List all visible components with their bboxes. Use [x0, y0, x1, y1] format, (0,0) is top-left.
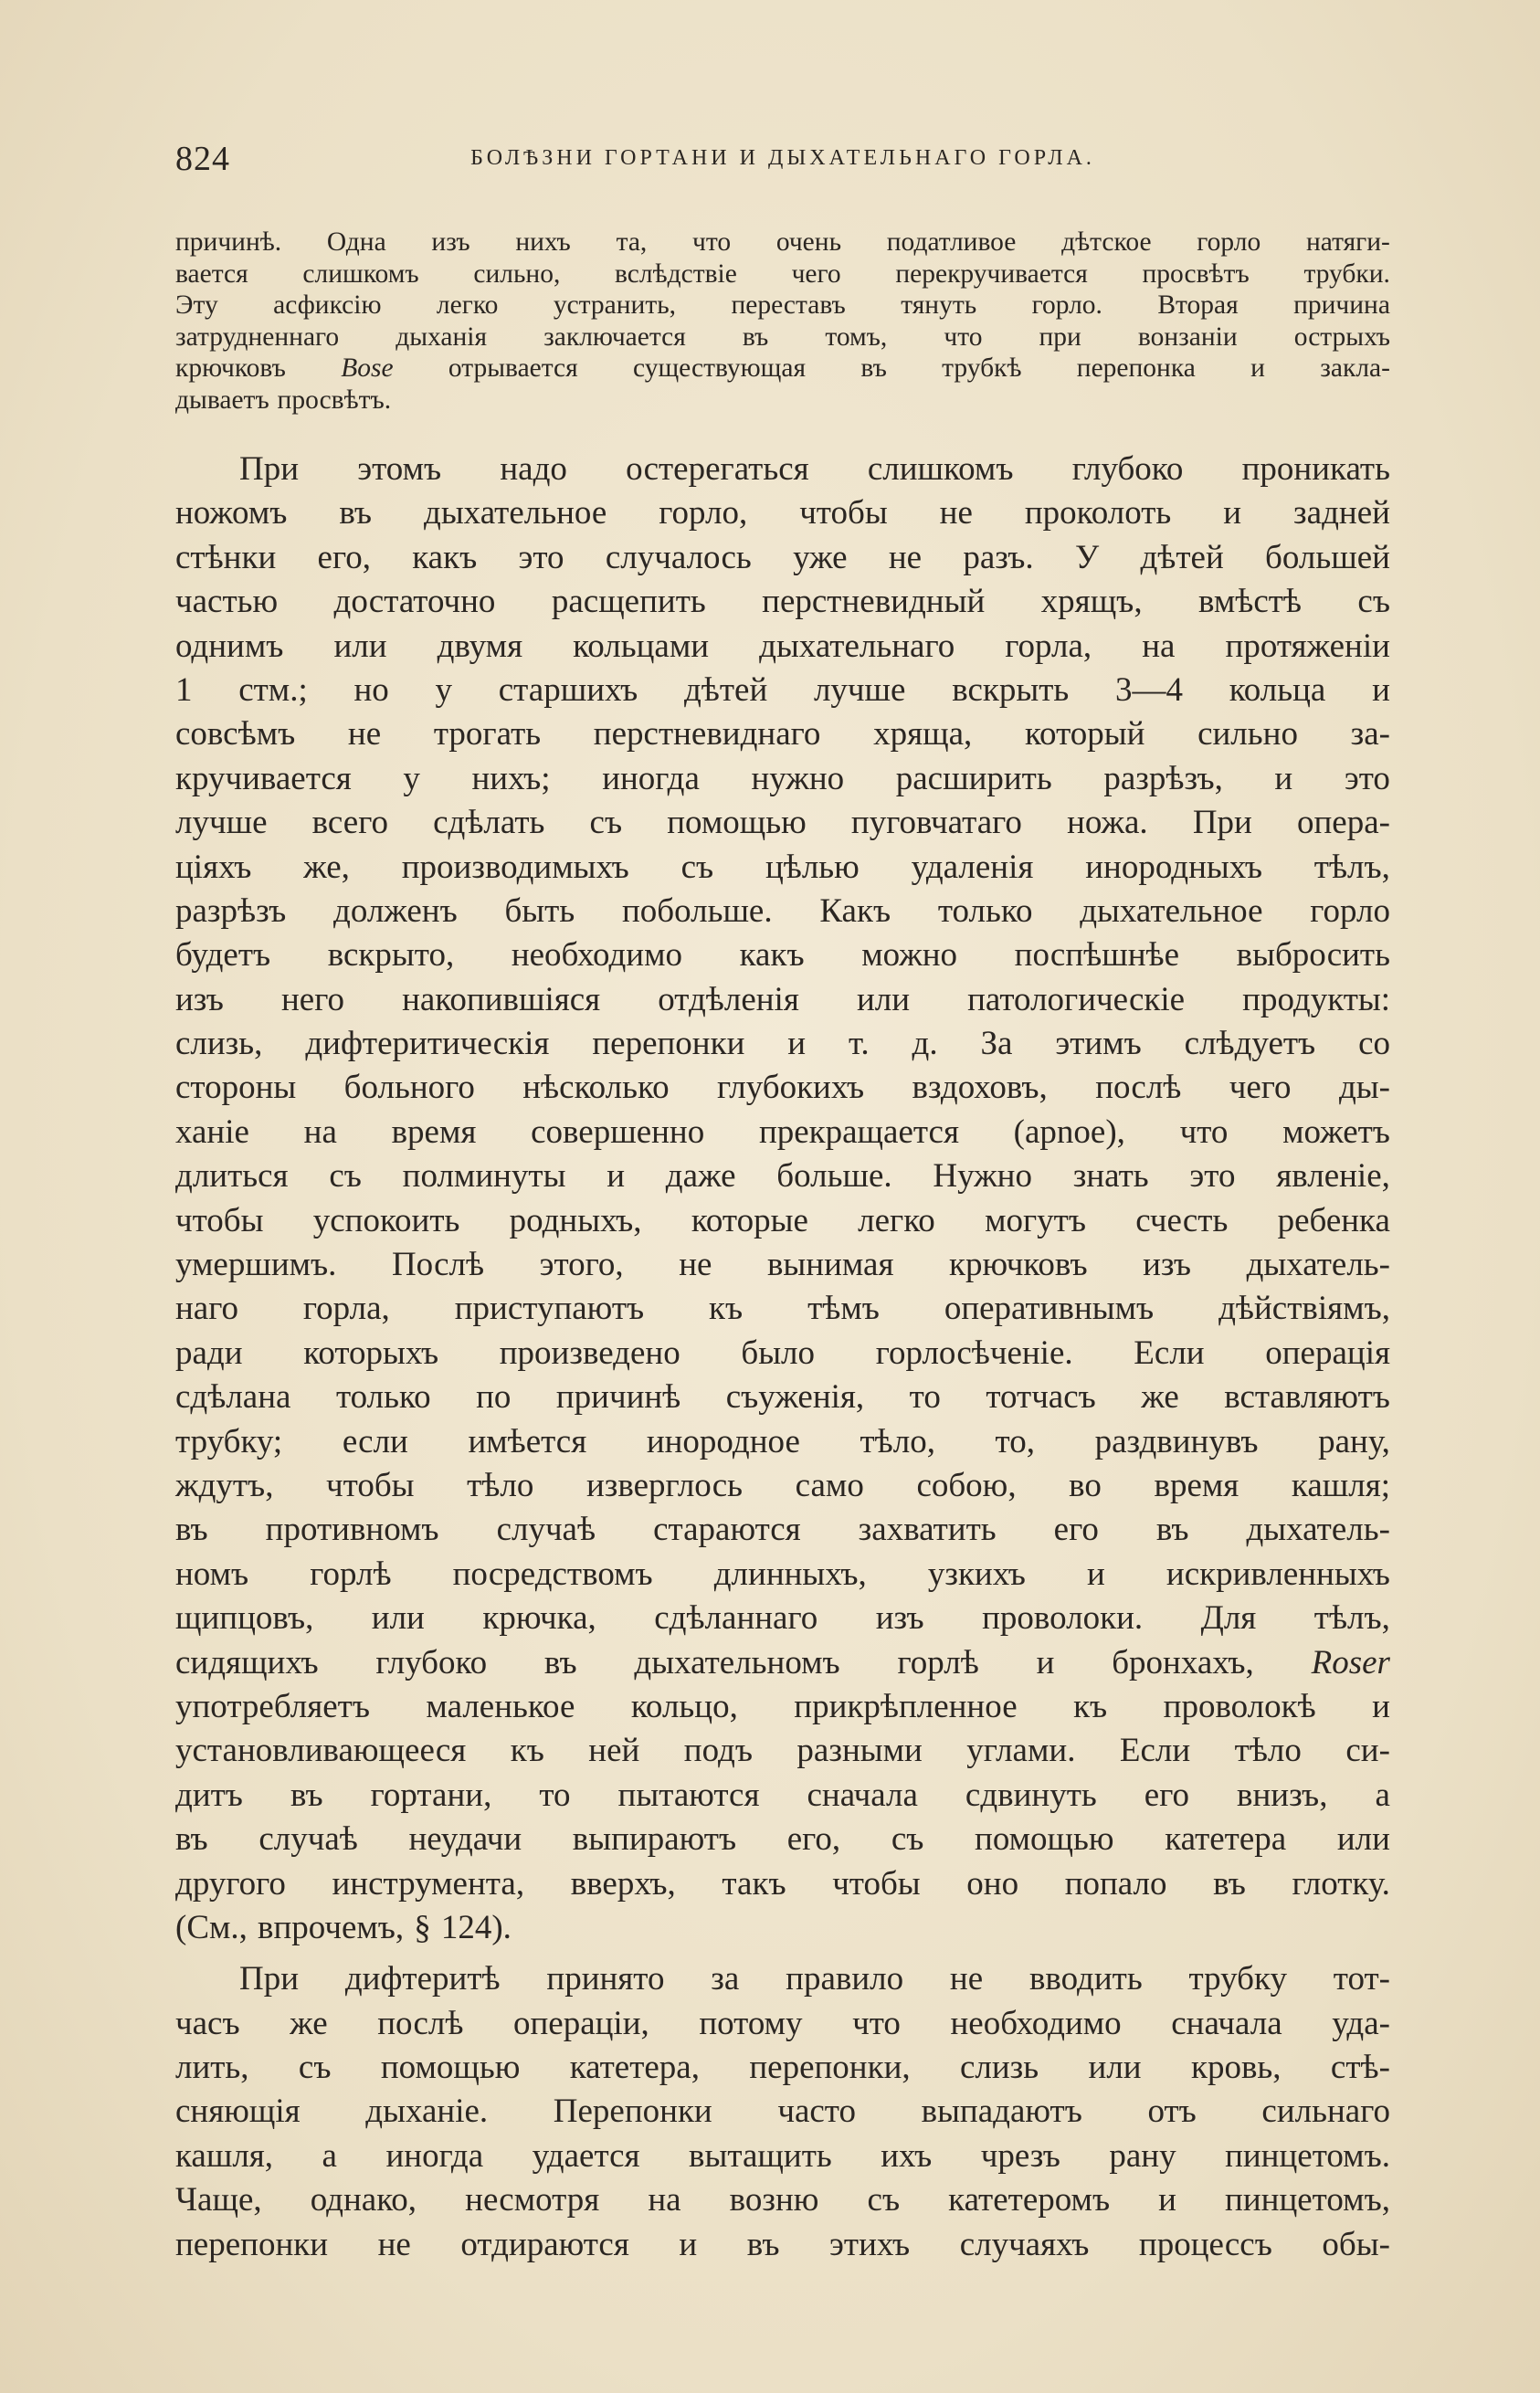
text-line: При этомъ надо остерегаться слишкомъ глубоко проникать	[239, 450, 1390, 488]
text-line: 1 стм.; но у старшихъ дѣтей лучше вскрыть 3—4 кольца и	[175, 670, 1390, 709]
text-line: въ случаѣ неудачи выпираютъ его, съ помощью катетера или	[175, 1820, 1390, 1859]
text-line: ждутъ, чтобы тѣло изверглось само собою, во время кашля;	[175, 1466, 1390, 1504]
text-line: сняющія дыханіе. Перепонки часто выпадаютъ отъ сильнаго	[175, 2093, 1390, 2131]
text-line: стороны больного нѣсколько глубокихъ вздоховъ, послѣ чего ды-	[175, 1069, 1390, 1107]
text-line: употребляетъ маленькое кольцо, прикрѣпленное къ проволокѣ и	[175, 1687, 1390, 1725]
text-line: дитъ въ гортани, то пытаются сначала сдвинуть его внизъ, а	[175, 1776, 1390, 1814]
main-text	[175, 448, 1390, 2267]
text-line: частью достаточно расщепить перстневидный хрящъ, вмѣстѣ съ	[175, 583, 1390, 621]
running-head: БОЛѢЗНИ ГОРТАНИ И ДЫХАТЕЛЬНАГО ГОРЛА.	[470, 146, 1095, 170]
text-line: Чаще, однако, несмотря на возню съ катетеромъ и пинцетомъ,	[175, 2181, 1390, 2219]
text-line: перепонки не отдираются и въ этихъ случаяхъ процессъ обы-	[175, 2225, 1390, 2263]
text-line: сдѣлана только по причинѣ съуженія, то тотчасъ же вставляютъ	[175, 1378, 1390, 1417]
text-line: При дифтеритѣ принято за правило не вводить трубку тот-	[239, 1960, 1390, 1998]
text-line: чтобы успокоить родныхъ, которые легко могутъ счесть ребенка	[175, 1201, 1390, 1239]
text-line: лить, съ помощью катетера, перепонки, слизь или кровь, стѣ-	[175, 2049, 1390, 2087]
text-line: другого инструмента, вверхъ, такъ чтобы оно попало въ глотку.	[175, 1864, 1390, 1903]
text-line: вается слишкомъ сильно, вслѣдствіе чего перекручивается просвѣтъ трубки.	[175, 258, 1390, 289]
text-line: причинѣ. Одна изъ нихъ та, что очень податливое дѣтское горло натяги-	[175, 227, 1390, 257]
text-line: ради которыхъ произведено было горлосѣченіе. Если операція	[175, 1334, 1390, 1372]
text-line: изъ него накопившіяся отдѣленія или патологическіе продукты:	[175, 980, 1390, 1018]
text-line: слизь, дифтеритическія перепонки и т. д. За этимъ слѣдуетъ со	[175, 1025, 1390, 1063]
page-header	[175, 139, 1390, 194]
text-line: сидящихъ глубоко въ дыхательномъ горлѣ и бронхахъ, Roser	[175, 1643, 1390, 1681]
text-line: (См., впрочемъ, § 124).	[175, 1908, 512, 1946]
text-line: будетъ вскрыто, необходимо какъ можно поспѣшнѣе выбросить	[175, 936, 1390, 975]
text-line: въ противномъ случаѣ стараются захватить его въ дыхатель-	[175, 1511, 1390, 1549]
text-line: длиться съ полминуты и даже больше. Нужно знать это явленіе,	[175, 1157, 1390, 1196]
text-line: разрѣзъ долженъ быть побольше. Какъ только дыхательное горло	[175, 891, 1390, 930]
paragraph-1	[175, 448, 1390, 1950]
text-line: щипцовъ, или крючка, сдѣланнаго изъ проволоки. Для тѣлъ,	[175, 1599, 1390, 1638]
text-line: Эту асфиксію легко устранить, переставъ тянуть горло. Вторая причина	[175, 290, 1390, 320]
text-line: ціяхъ же, производимыхъ съ цѣлью удаленія инородныхъ тѣлъ,	[175, 848, 1390, 886]
text-line: номъ горлѣ посредствомъ длинныхъ, узкихъ и искривленныхъ	[175, 1555, 1390, 1593]
text-line: часъ же послѣ операціи, потому что необходимо сначала уда-	[175, 2004, 1390, 2042]
text-line: крючковъ Bose отрывается существующая въ трубкѣ перепонка и закла-	[175, 353, 1390, 383]
text-line: затрудненнаго дыханія заключается въ томъ, что при вонзаніи острыхъ	[175, 322, 1390, 352]
text-line: стѣнки его, какъ это случалось уже не разъ. У дѣтей большей	[175, 538, 1390, 576]
page-number: 824	[175, 140, 230, 178]
text-line: наго горла, приступаютъ къ тѣмъ оперативнымъ дѣйствіямъ,	[175, 1290, 1390, 1328]
text-line: установливающееся къ ней подъ разными углами. Если тѣло си-	[175, 1732, 1390, 1770]
text-line: кручивается у нихъ; иногда нужно расширить разрѣзъ, и это	[175, 759, 1390, 797]
text-line: ножомъ въ дыхательное горло, чтобы не проколоть и задней	[175, 494, 1390, 532]
text-line: кашля, а иногда удается вытащить ихъ чрезъ рану пинцетомъ.	[175, 2136, 1390, 2175]
text-line: однимъ или двумя кольцами дыхательнаго горла, на протяженіи	[175, 627, 1390, 665]
text-line: лучше всего сдѣлать съ помощью пуговчатаго ножа. При опера-	[175, 804, 1390, 842]
small-print-block	[175, 227, 1390, 416]
paragraph-2	[175, 1957, 1390, 2267]
text-line: совсѣмъ не трогать перстневиднаго хряща, который сильно за-	[175, 715, 1390, 754]
text-line: трубку; если имѣется инородное тѣло, то, раздвинувъ рану,	[175, 1422, 1390, 1460]
text-line: дываетъ просвѣтъ.	[175, 385, 392, 415]
text-line: умершимъ. Послѣ этого, не вынимая крючковъ изъ дыхатель-	[175, 1246, 1390, 1284]
text-line: ханіе на время совершенно прекращается (apnoe), что можетъ	[175, 1112, 1390, 1151]
